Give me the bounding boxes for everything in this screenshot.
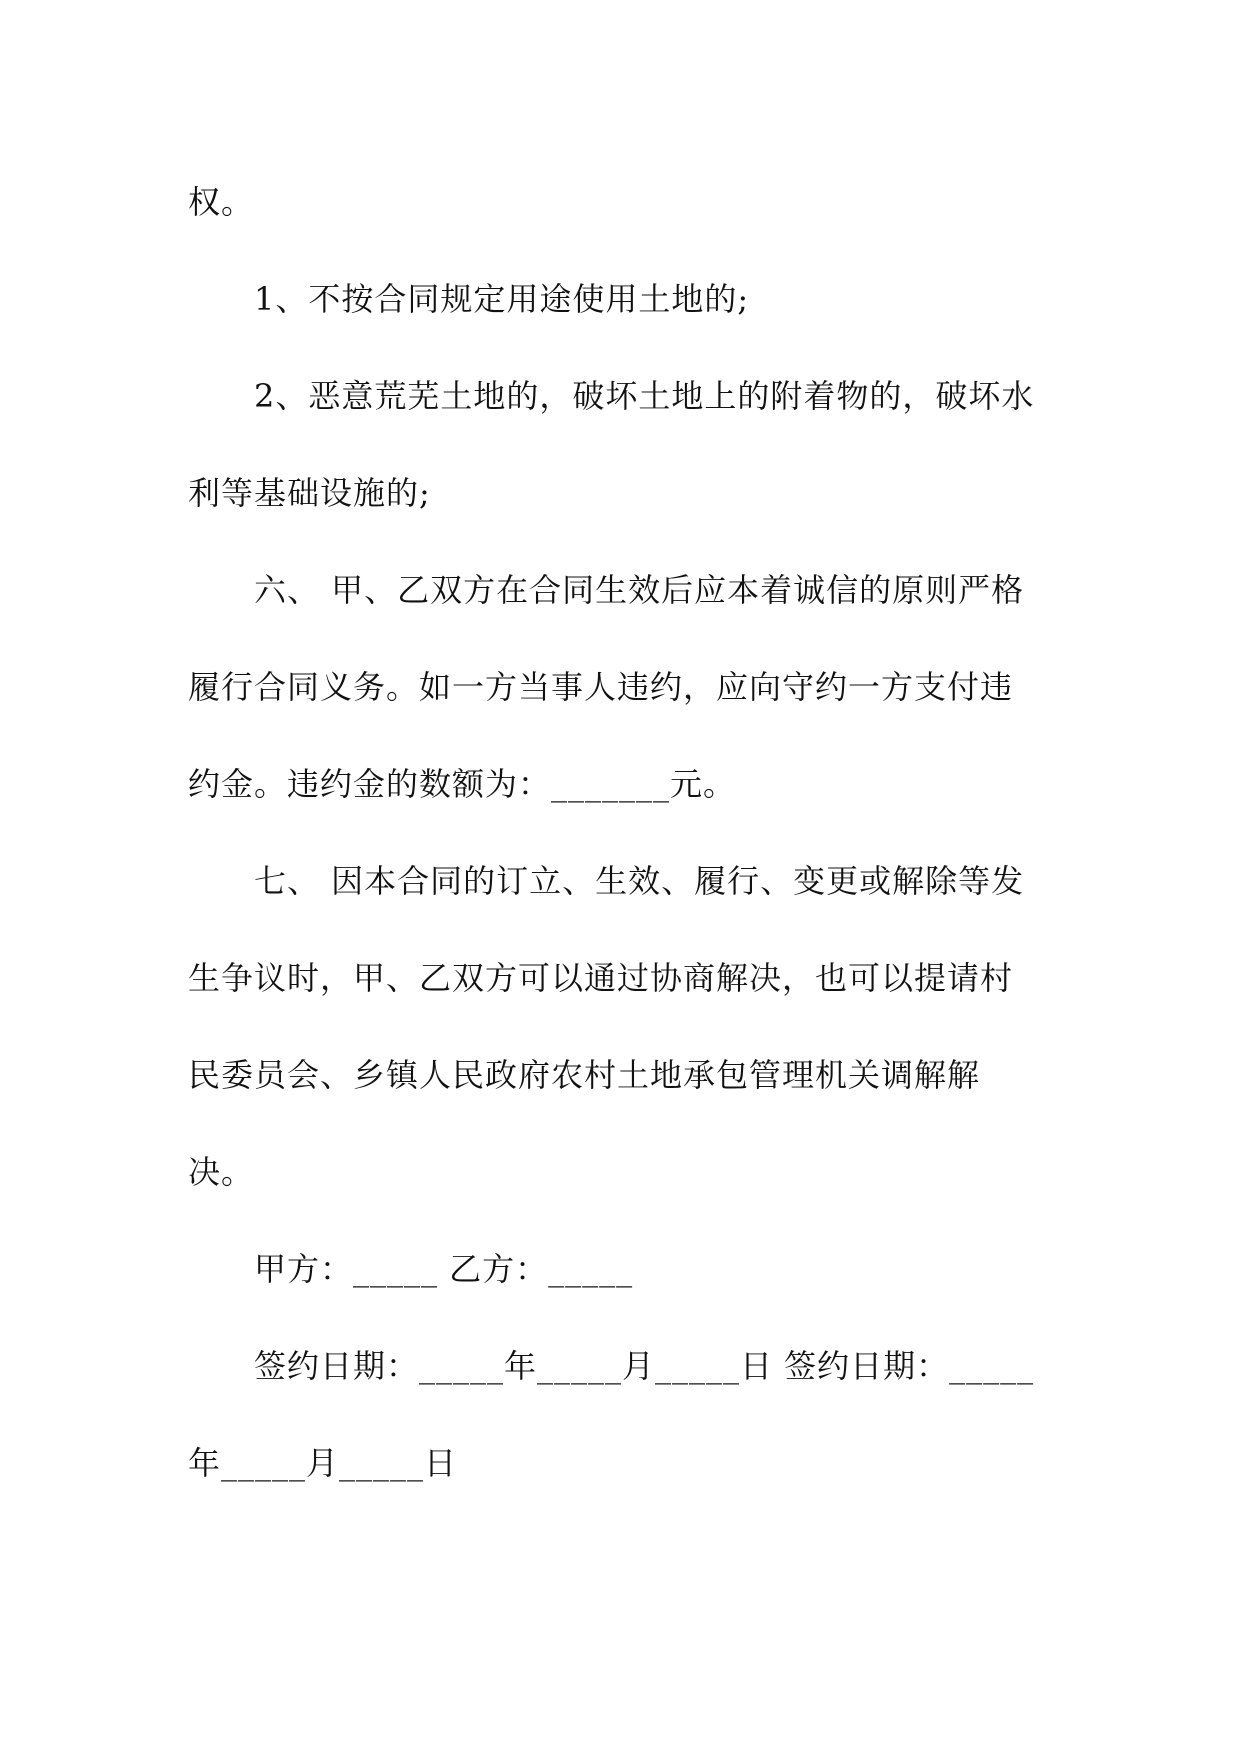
clause-item-1: 1、不按合同规定用途使用土地的;: [254, 280, 750, 318]
article-seven-continued-1: 生争议时，甲、乙双方可以通过协商解决，也可以提请村: [188, 959, 1014, 997]
party-signatures: 甲方：_____ 乙方：_____: [254, 1250, 634, 1288]
signing-dates: 签约日期：_____年_____月_____日 签约日期：_____: [254, 1347, 1035, 1385]
document-body: [188, 172, 1048, 1530]
clause-item-2-continued: 利等基础设施的;: [188, 474, 431, 512]
article-six-continued-2: 约金。违约金的数额为：_______元。: [188, 765, 737, 803]
clause-item-2: 2、恶意荒芜土地的，破坏土地上的附着物的，破坏水: [254, 377, 1035, 415]
text-line-continuation-quan: 权。: [188, 183, 255, 221]
article-six: 六、 甲、乙双方在合同生效后应本着诚信的原则严格: [254, 571, 1025, 609]
article-seven-continued-3: 决。: [188, 1153, 255, 1191]
signing-dates-continued: 年_____月_____日: [188, 1444, 458, 1482]
article-seven-continued-2: 民委员会、乡镇人民政府农村土地承包管理机关调解解: [188, 1056, 981, 1094]
article-seven: 七、 因本合同的订立、生效、履行、变更或解除等发: [254, 862, 1025, 900]
article-six-continued-1: 履行合同义务。如一方当事人违约，应向守约一方支付违: [188, 668, 1014, 706]
